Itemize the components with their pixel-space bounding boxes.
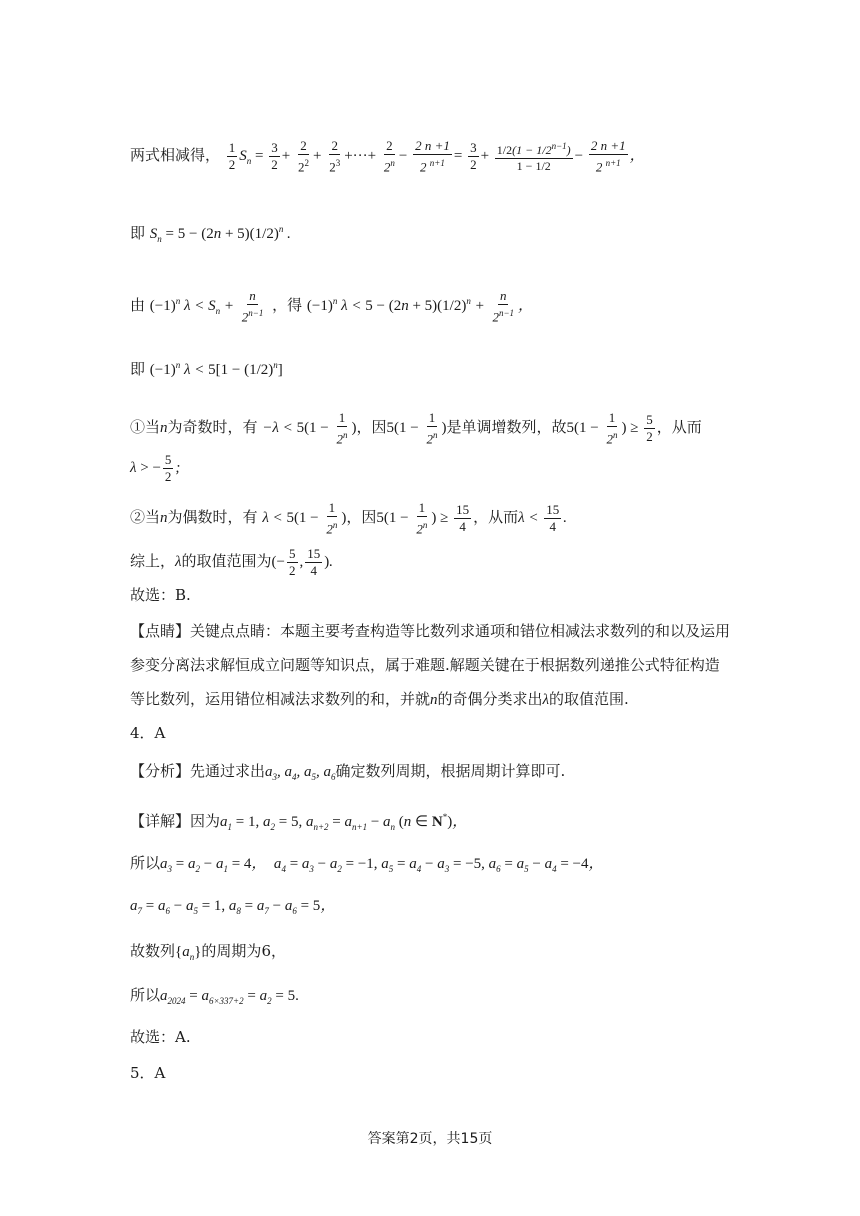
- text: 为偶数时，有: [167, 508, 258, 527]
- text: ②当: [130, 508, 161, 527]
- text: 的取值范围为: [181, 551, 272, 570]
- text: 的取值范围.: [549, 690, 629, 708]
- subtraction-line: 两式相减得， $\frac{1}{2}$ $S_n$ = $\frac{3}{2}$ + $\frac{2}{2^2}$ + $\frac{2}{2^3}$ +···+ $\frac{2}{2^n}$ − $\frac{2 n +1}{2 ^{n+1}}$ = $\frac{3}{2}$ + $\frac{1/2(1 - 1/2^{n-1})}{1 - 1/2}$ − $\frac{2 n +1}{2 ^{n+1}}$ ，: [130, 138, 645, 175]
- result-line: 所以$a_{2024} = a_{6\times 337+2} = a_2 = 5$.: [130, 986, 299, 1006]
- inequality-line: 由 $(-1)^n$ $\lambda < S_n$ + $\frac{n}{2^{n-1}}$ ，得 $(-1)^n$ $\lambda < 5 - (2n + 5)(1/2)^n$ + $\frac{n}{2^{n-1}}$ ，: [130, 288, 534, 325]
- text: ，因: [346, 508, 377, 527]
- text: 确定数列周期，根据周期计算即可.: [335, 762, 566, 780]
- question-5-answer: 5．A: [130, 1064, 166, 1082]
- question-4-answer: 4．A: [130, 724, 166, 742]
- text: 即: [130, 360, 146, 378]
- text: ，因: [356, 418, 387, 437]
- text: 【分析】先通过求出: [130, 762, 266, 780]
- text: 等比数列，运用错位相减法求数列的和，并就: [130, 690, 431, 708]
- text: 6，: [261, 942, 286, 960]
- text: ①当: [130, 418, 161, 437]
- odd-case-result: λ > − $\frac{5}{2}$ ;: [130, 452, 181, 484]
- text: ，从而: [473, 508, 519, 527]
- text: 是单调增数列，故: [446, 418, 567, 437]
- text: 即: [130, 224, 146, 242]
- text: ，从而: [656, 418, 702, 437]
- text: 综上，: [130, 551, 176, 570]
- sn-result-line: 即 $S_n = 5 - (2n + 5)(1/2)^n$ .: [130, 224, 291, 244]
- text: 由: [130, 296, 146, 315]
- text: 的奇偶分类求出: [437, 690, 543, 708]
- compute-line-2: $a_7 = a_6 - a_5 = 1$, $a_8 = a_7 - a_6 = 5$，: [130, 898, 336, 916]
- answer-a: 故选：A.: [130, 1028, 191, 1046]
- text: ，得: [272, 296, 303, 315]
- text: 的周期为: [201, 942, 262, 960]
- key-point-1: 【点睛】关键点点睛：本题主要考查构造等比数列求通项和错位相减法求数列的和以及运用: [130, 622, 731, 640]
- key-point-2: 参变分离法求解恒成立问题等知识点，属于难题.解题关键在于根据数列递推公式特征构造: [130, 656, 720, 674]
- text: 所以: [130, 986, 161, 1004]
- analysis-line: 【分析】先通过求出$a_3$, $a_4$, $a_5$, $a_6$确定数列周期，根据周期计算即可.: [130, 762, 566, 782]
- text: 故数列: [130, 942, 176, 960]
- text: 两式相减得，: [130, 146, 221, 165]
- even-case-line: ②当n为偶数时，有 λ < 5(1 − $\frac{1}{2^n}$ )，因5(1 − $\frac{1}{2^n}$ ) ≥ $\frac{15}{4}$ ，从而λ < $\frac{15}{4}$ .: [130, 500, 568, 537]
- answer-b: 故选：B.: [130, 586, 191, 604]
- period-line: 故数列$\{a_n\}$的周期为6，: [130, 942, 286, 962]
- text: 【详解】因为: [130, 812, 221, 830]
- key-point-3: 等比数列，运用错位相减法求数列的和，并就n的奇偶分类求出λ的取值范围.: [130, 690, 629, 708]
- text: 所以: [130, 854, 161, 872]
- summary-line: 综上，λ的取值范围为(− $\frac{5}{2}$ , $\frac{15}{4}$ ).: [130, 546, 333, 578]
- simplified-line: 即 $(-1)^n$ $\lambda < 5[1 - (1/2)^n]$: [130, 360, 283, 378]
- compute-line-1: 所以$a_3 = a_2 - a_1 = 4$， $a_4 = a_3 - a_2 = -1$, $a_5 = a_4 - a_3 = -5$, $a_6 = a_5 - a_4 = -4$，: [130, 854, 604, 874]
- page-footer: 答案第2页，共15页: [367, 1131, 493, 1147]
- odd-case-line: ①当n为奇数时，有 −λ < 5(1 − $\frac{1}{2^n}$ )，因5(1 − $\frac{1}{2^n}$ )是单调增数列，故5(1 − $\frac{1}{2^n}$ ) ≥ $\frac{5}{2}$ ，从而: [130, 410, 702, 447]
- text: 为奇数时，有: [167, 418, 258, 437]
- detail-line: 【详解】因为$a_1 = 1$, $a_2 = 5$, $a_{n+2} = a_{n+1} - a_n$ (n ∈ N*)，: [130, 812, 468, 832]
